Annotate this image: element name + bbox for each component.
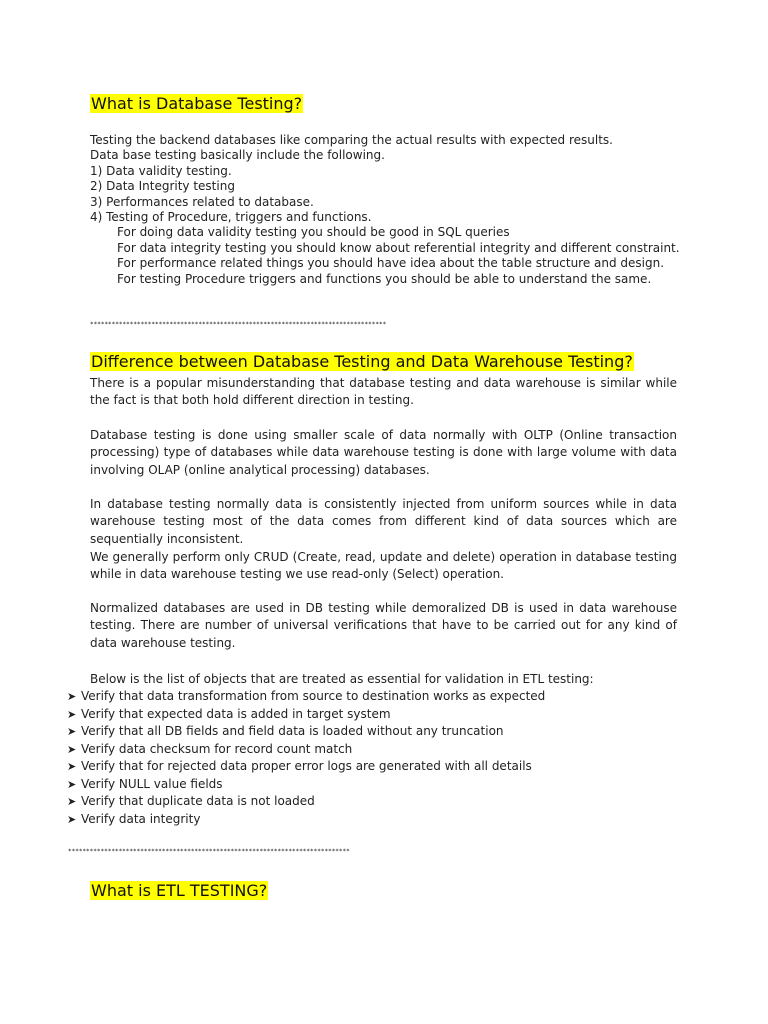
list-item-text: Verify NULL value fields: [81, 776, 223, 791]
numbered-item: 1) Data validity testing.: [90, 163, 232, 178]
arrow-bullet-icon: ➤: [67, 760, 77, 773]
paragraph: There is a popular misunderstanding that database testing and data warehouse is similar while the fact is that both hold different direction in testing.: [90, 376, 677, 408]
numbered-item: 4) Testing of Procedure, triggers and functions.: [90, 210, 372, 225]
separator-stars: ******************************************************************************: [68, 848, 350, 855]
indented-line: For performance related things you should have idea about the table structure and design.: [117, 256, 665, 271]
paragraph: Below is the list of objects that are treated as essential for validation in ETL testing:: [90, 672, 594, 686]
arrow-bullet-icon: ➤: [67, 725, 77, 738]
etl-validation-list: [67, 688, 545, 828]
list-item-text: Verify data integrity: [81, 811, 201, 826]
heading-etl-testing: [90, 880, 268, 902]
paragraph: We generally perform only CRUD (Create, read, update and delete) operation in database testing while in data warehouse testing we use read-only (Select) operation.: [90, 550, 677, 582]
paragraph: Database testing is done using smaller scale of data normally with OLTP (Online transaction processing) type of databases while data warehouse testing is done with large volume with data involving OLAP (online analytical processing) databases.: [90, 428, 677, 477]
list-item-text: Verify that all DB fields and field data is loaded without any truncation: [81, 724, 504, 738]
numbered-item: 3) Performances related to database.: [90, 194, 314, 209]
list-item: [67, 776, 545, 794]
paragraph: Normalized databases are used in DB testing while demoralized DB is used in data warehouse testing. There are number of universal verifications that have to be carried out for any kind of data warehouse testing.: [90, 601, 677, 650]
list-item: [67, 688, 545, 706]
body-line: Data base testing basically include the following.: [90, 148, 385, 163]
list-item: [67, 723, 545, 741]
indented-line: For data integrity testing you should know about referential integrity and different constraint.: [117, 240, 680, 255]
arrow-bullet-icon: ➤: [67, 742, 77, 756]
list-item: [67, 758, 545, 776]
indented-line: For doing data validity testing you should be good in SQL queries: [117, 225, 510, 240]
arrow-bullet-icon: ➤: [67, 707, 77, 721]
list-item: [67, 706, 545, 724]
list-item: [67, 741, 545, 759]
body-line: Testing the backend databases like comparing the actual results with expected results.: [90, 133, 613, 147]
arrow-bullet-icon: ➤: [67, 795, 77, 808]
list-item: [67, 811, 545, 829]
arrow-bullet-icon: ➤: [67, 777, 77, 791]
heading-db-vs-dw: [90, 351, 634, 373]
numbered-item: 2) Data Integrity testing: [90, 179, 235, 194]
heading-highlight: What is ETL TESTING?: [91, 881, 268, 900]
list-item-text: Verify data checksum for record count match: [81, 741, 353, 756]
indented-line: For testing Procedure triggers and functions you should be able to understand the same.: [117, 271, 652, 286]
heading-database-testing: [90, 93, 303, 115]
list-item-text: Verify that data transformation from source to destination works as expected: [81, 689, 546, 703]
list-item: [67, 793, 545, 811]
heading-highlight: Difference between Database Testing and Data Warehouse Testing?: [91, 352, 633, 371]
paragraph: In database testing normally data is consistently injected from uniform sources while in data warehouse testing most of the data comes from different kind of data sources which are sequentially inconsistent.: [90, 497, 677, 546]
heading-highlight: What is Database Testing?: [91, 94, 303, 113]
arrow-bullet-icon: ➤: [67, 690, 77, 703]
database-testing-body: [90, 133, 680, 287]
list-item-text: Verify that for rejected data proper error logs are generated with all details: [81, 759, 532, 773]
arrow-bullet-icon: ➤: [67, 812, 77, 826]
separator-stars: **********************************************************************************: [90, 321, 387, 328]
list-item-text: Verify that expected data is added in target system: [81, 706, 391, 721]
list-item-text: Verify that duplicate data is not loaded: [81, 794, 315, 808]
